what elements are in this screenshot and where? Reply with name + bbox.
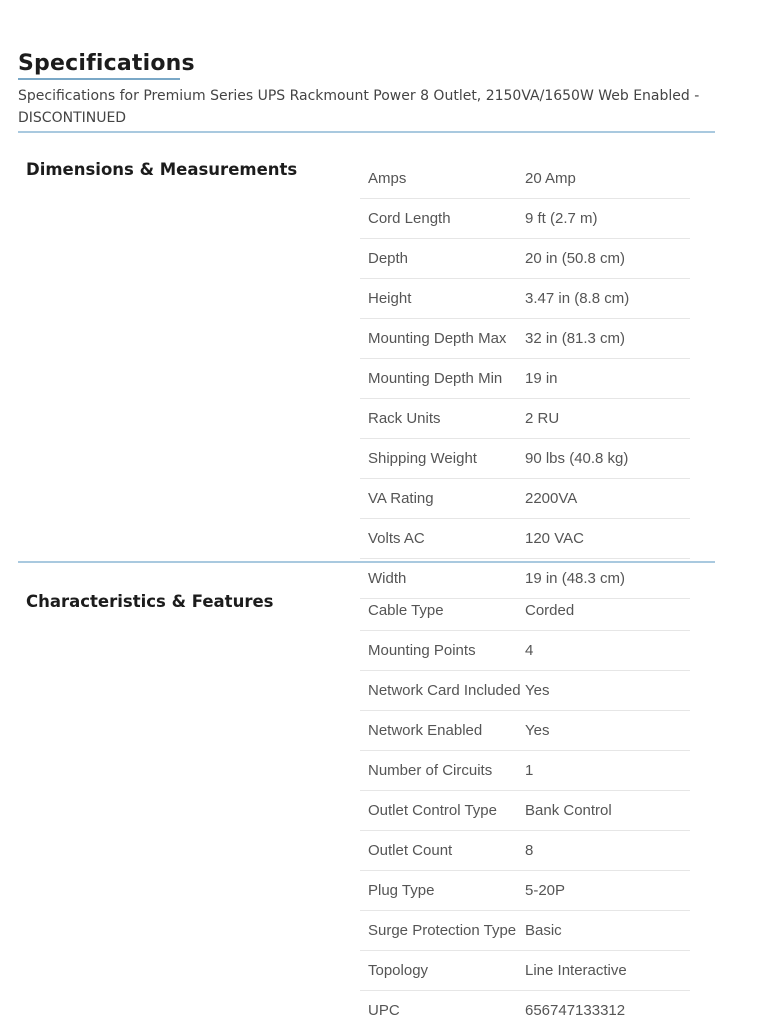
spec-label: Outlet Count [368, 842, 453, 859]
spec-row [360, 239, 690, 279]
spec-value: 5-20P [525, 882, 566, 899]
spec-label: Plug Type [368, 882, 435, 899]
spec-value: 90 lbs (40.8 kg) [525, 450, 629, 467]
spec-list-dimensions [360, 159, 690, 599]
spec-row [360, 671, 690, 711]
spec-row [360, 399, 690, 439]
spec-value: 120 VAC [525, 530, 584, 547]
spec-value: 1 [525, 762, 534, 779]
title-underline [18, 78, 180, 80]
spec-label: Mounting Depth Max [368, 330, 507, 347]
spec-row [360, 751, 690, 791]
spec-label: Surge Protection Type [368, 922, 517, 939]
spec-label: Height [368, 290, 412, 307]
spec-value: Basic [525, 922, 562, 939]
spec-row [360, 359, 690, 399]
spec-row [360, 439, 690, 479]
spec-row [360, 159, 690, 199]
spec-label: Depth [368, 250, 409, 267]
spec-value: 656747133312 [525, 1002, 626, 1019]
spec-label: Volts AC [368, 530, 425, 547]
page-title: Specifications [18, 51, 195, 76]
spec-label: Network Card Included [368, 682, 521, 699]
spec-value: 8 [525, 842, 534, 859]
spec-label: Cord Length [368, 210, 451, 227]
spec-row [360, 911, 690, 951]
spec-value: 9 ft (2.7 m) [525, 210, 598, 227]
spec-label: Outlet Control Type [368, 802, 497, 819]
spec-label: Topology [368, 962, 429, 979]
section-title-characteristics: Characteristics & Features [26, 592, 274, 611]
page-subtitle: Specifications for Premium Series UPS Rackmount Power 8 Outlet, 2150VA/1650W Web Enabled - DISCONTINUED [18, 88, 700, 126]
spec-row [360, 319, 690, 359]
spec-value: 4 [525, 642, 534, 659]
spec-row [360, 279, 690, 319]
spec-row [360, 199, 690, 239]
spec-row [360, 991, 690, 1024]
spec-label: Rack Units [368, 410, 441, 427]
spec-row [360, 591, 690, 631]
section-divider [18, 561, 715, 563]
spec-value: 19 in [525, 370, 558, 387]
spec-value: 2 RU [525, 410, 560, 427]
spec-row [360, 871, 690, 911]
spec-row [360, 479, 690, 519]
spec-label: UPC [368, 1002, 400, 1019]
spec-row [360, 951, 690, 991]
spec-row [360, 519, 690, 559]
spec-value: 20 in (50.8 cm) [525, 250, 626, 267]
spec-row [360, 711, 690, 751]
spec-label: Mounting Points [368, 642, 476, 659]
spec-label: Mounting Depth Min [368, 370, 503, 387]
spec-row [360, 791, 690, 831]
spec-value: Bank Control [525, 802, 612, 819]
spec-label: Width [368, 570, 407, 587]
spec-label: Network Enabled [368, 722, 483, 739]
spec-list-characteristics [360, 591, 690, 1024]
spec-label: Number of Circuits [368, 762, 493, 779]
section-title-dimensions: Dimensions & Measurements [26, 160, 298, 179]
spec-label: Cable Type [368, 602, 444, 619]
spec-label: Shipping Weight [368, 450, 477, 467]
section-divider [18, 131, 715, 133]
spec-value: 3.47 in (8.8 cm) [525, 290, 630, 307]
spec-value: 19 in (48.3 cm) [525, 570, 626, 587]
spec-value: Yes [525, 682, 550, 699]
spec-value: 20 Amp [525, 170, 576, 187]
spec-row [360, 631, 690, 671]
spec-label: VA Rating [368, 490, 434, 507]
spec-value: 32 in (81.3 cm) [525, 330, 626, 347]
spec-label: Amps [368, 170, 407, 187]
spec-value: Corded [525, 602, 575, 619]
spec-value: Yes [525, 722, 550, 739]
spec-value: 2200VA [525, 490, 578, 507]
spec-row [360, 831, 690, 871]
spec-value: Line Interactive [525, 962, 627, 979]
